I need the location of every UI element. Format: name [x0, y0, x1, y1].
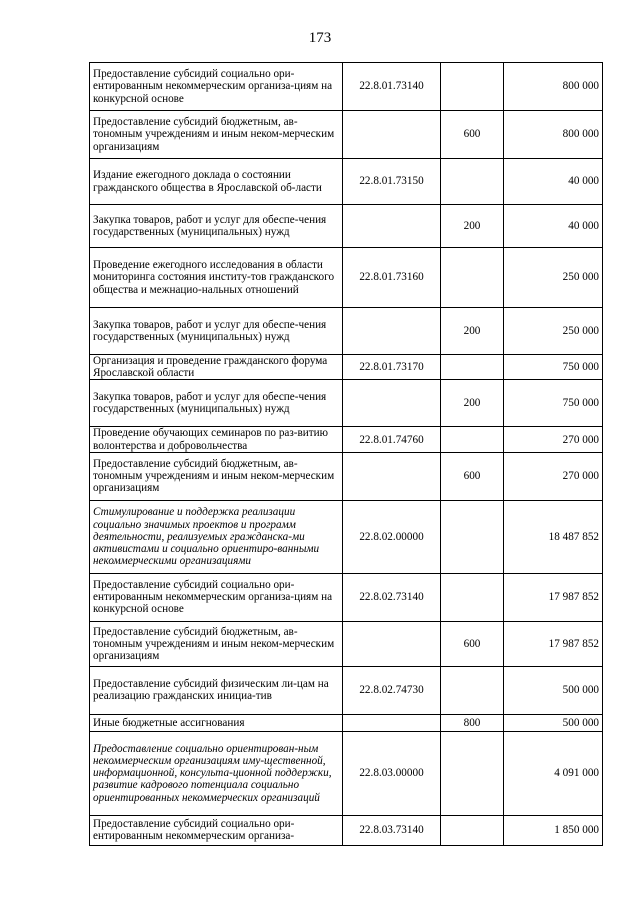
- row-name-cell: Предоставление субсидий бюджетным, ав-тономным учреждениям и иным неком-мерческим организациям: [90, 452, 343, 500]
- row-code-cell: 22.8.03.73140: [343, 815, 441, 845]
- row-amount-cell: 17 987 852: [504, 621, 603, 666]
- row-code-cell: 22.8.01.73160: [343, 248, 441, 308]
- row-expense-type-cell: 600: [441, 621, 504, 666]
- row-expense-type-cell: [441, 731, 504, 815]
- row-amount-cell: 270 000: [504, 427, 603, 452]
- row-expense-type-cell: 200: [441, 205, 504, 248]
- row-expense-type-cell: [441, 63, 504, 111]
- row-amount-cell: 500 000: [504, 666, 603, 714]
- table-row: [90, 666, 603, 714]
- row-name-cell: Организация и проведение гражданского форума Ярославской области: [90, 355, 343, 380]
- row-amount-cell: 800 000: [504, 111, 603, 159]
- row-name-cell: Иные бюджетные ассигнования: [90, 714, 343, 731]
- row-code-cell: 22.8.01.73170: [343, 355, 441, 380]
- row-code-cell: 22.8.02.00000: [343, 500, 441, 573]
- row-code-cell: [343, 380, 441, 427]
- table-row: [90, 731, 603, 815]
- row-expense-type-cell: [441, 573, 504, 621]
- table-row: [90, 427, 603, 452]
- row-name-cell: Закупка товаров, работ и услуг для обеспе-чения государственных (муниципальных) нужд: [90, 380, 343, 427]
- row-amount-cell: 18 487 852: [504, 500, 603, 573]
- table-row: [90, 111, 603, 159]
- row-amount-cell: 500 000: [504, 714, 603, 731]
- row-code-cell: 22.8.03.00000: [343, 731, 441, 815]
- row-expense-type-cell: 800: [441, 714, 504, 731]
- row-code-cell: 22.8.01.73150: [343, 159, 441, 205]
- row-expense-type-cell: [441, 248, 504, 308]
- row-code-cell: 22.8.01.74760: [343, 427, 441, 452]
- row-expense-type-cell: 200: [441, 380, 504, 427]
- row-expense-type-cell: [441, 500, 504, 573]
- row-expense-type-cell: [441, 815, 504, 845]
- table-row: [90, 500, 603, 573]
- row-amount-cell: 270 000: [504, 452, 603, 500]
- table-row: [90, 205, 603, 248]
- row-expense-type-cell: 600: [441, 452, 504, 500]
- table-row: [90, 452, 603, 500]
- table-row: [90, 380, 603, 427]
- row-code-cell: 22.8.01.73140: [343, 63, 441, 111]
- row-name-cell: Закупка товаров, работ и услуг для обеспе-чения государственных (муниципальных) нужд: [90, 205, 343, 248]
- budget-table: [89, 62, 603, 846]
- row-name-cell: Проведение ежегодного исследования в области мониторинга состояния институ-тов гражданского общества и межнацио-нальных отношений: [90, 248, 343, 308]
- row-code-cell: 22.8.02.74730: [343, 666, 441, 714]
- row-expense-type-cell: [441, 666, 504, 714]
- row-amount-cell: 40 000: [504, 159, 603, 205]
- row-amount-cell: 800 000: [504, 63, 603, 111]
- page-number: 173: [308, 30, 332, 46]
- row-expense-type-cell: [441, 427, 504, 452]
- row-name-cell: Издание ежегодного доклада о состоянии гражданского общества в Ярославской об-ласти: [90, 159, 343, 205]
- row-amount-cell: 750 000: [504, 380, 603, 427]
- row-code-cell: [343, 714, 441, 731]
- row-name-cell: Предоставление субсидий социально ори-ентированным некоммерческим организа-: [90, 815, 343, 845]
- row-code-cell: [343, 111, 441, 159]
- row-code-cell: [343, 621, 441, 666]
- row-name-cell: Стимулирование и поддержка реализации социально значимых проектов и программ деятельности, реализуемых гражданска-ми активистами и социально ориентиро-ванными некоммерческими организациями: [90, 500, 343, 573]
- row-name-cell: Предоставление субсидий социально ори-ентированным некоммерческим организа-циям на конкурсной основе: [90, 63, 343, 111]
- row-code-cell: [343, 205, 441, 248]
- row-amount-cell: 750 000: [504, 355, 603, 380]
- row-amount-cell: 17 987 852: [504, 573, 603, 621]
- row-code-cell: 22.8.02.73140: [343, 573, 441, 621]
- row-name-cell: Предоставление субсидий бюджетным, ав-тономным учреждениям и иным неком-мерческим организациям: [90, 111, 343, 159]
- row-amount-cell: 1 850 000: [504, 815, 603, 845]
- row-name-cell: Предоставление субсидий физическим ли-цам на реализацию гражданских инициа-тив: [90, 666, 343, 714]
- table-row: [90, 159, 603, 205]
- row-name-cell: Предоставление субсидий бюджетным, ав-тономным учреждениям и иным неком-мерческим организациям: [90, 621, 343, 666]
- row-name-cell: Закупка товаров, работ и услуг для обеспе-чения государственных (муниципальных) нужд: [90, 308, 343, 355]
- row-code-cell: [343, 308, 441, 355]
- row-amount-cell: 40 000: [504, 205, 603, 248]
- row-expense-type-cell: 200: [441, 308, 504, 355]
- row-name-cell: Проведение обучающих семинаров по раз-витию волонтерства и добровольчества: [90, 427, 343, 452]
- table-row: [90, 815, 603, 845]
- row-name-cell: Предоставление субсидий социально ори-ентированным некоммерческим организа-циям на конкурсной основе: [90, 573, 343, 621]
- row-code-cell: [343, 452, 441, 500]
- row-amount-cell: 250 000: [504, 308, 603, 355]
- table-row: [90, 308, 603, 355]
- table-row: [90, 621, 603, 666]
- table-body: [90, 63, 603, 846]
- row-expense-type-cell: [441, 159, 504, 205]
- row-amount-cell: 4 091 000: [504, 731, 603, 815]
- table-row: [90, 63, 603, 111]
- row-expense-type-cell: [441, 355, 504, 380]
- table-row: [90, 248, 603, 308]
- table-row: [90, 355, 603, 380]
- row-amount-cell: 250 000: [504, 248, 603, 308]
- row-name-cell: Предоставление социально ориентирован-ным некоммерческим организациям иму-щественной, информационной, консульта-ционной поддержки, развитие кадрового потенциала социально ориентированных некоммерческих организаций: [90, 731, 343, 815]
- table-row: [90, 573, 603, 621]
- row-expense-type-cell: 600: [441, 111, 504, 159]
- table-row: [90, 714, 603, 731]
